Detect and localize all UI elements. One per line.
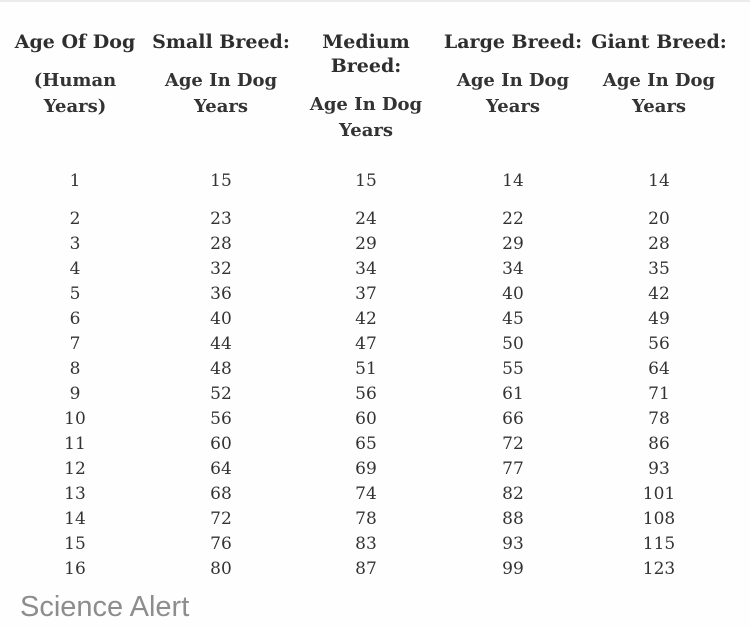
table-cell: 77 xyxy=(502,459,524,479)
column-subtitle-line1: Age In Dog xyxy=(164,70,278,91)
table-cell: 108 xyxy=(642,509,676,529)
table-cell: 68 xyxy=(210,484,232,504)
table-row xyxy=(0,507,750,532)
table-cell: 78 xyxy=(648,409,670,429)
table-cell: 55 xyxy=(502,359,524,379)
table-cell: 13 xyxy=(64,484,86,504)
table-cell: 76 xyxy=(210,534,232,554)
table-cell: 42 xyxy=(648,284,670,304)
table-cell: 12 xyxy=(64,459,86,479)
table-cell: 69 xyxy=(355,459,377,479)
table-cell: 11 xyxy=(64,434,86,454)
column-header-giant-breed xyxy=(586,30,732,144)
table-cell: 64 xyxy=(648,359,670,379)
table-cell: 99 xyxy=(502,559,524,579)
column-header-small-breed xyxy=(150,30,292,144)
table-row xyxy=(0,457,750,482)
column-subtitle-line1: Age In Dog xyxy=(602,70,716,91)
table-cell: 61 xyxy=(502,384,524,404)
table-cell: 48 xyxy=(210,359,232,379)
column-subtitle-line2: Years xyxy=(193,96,249,117)
table-cell: 64 xyxy=(210,459,232,479)
table-cell: 2 xyxy=(69,209,81,229)
table-cell: 88 xyxy=(502,509,524,529)
table-cell: 6 xyxy=(69,309,81,329)
column-title: Small Breed: xyxy=(152,31,290,53)
table-cell: 14 xyxy=(64,509,86,529)
table-cell: 40 xyxy=(502,284,524,304)
column-title: Age Of Dog xyxy=(14,31,136,53)
table-cell: 115 xyxy=(642,534,676,554)
table-row xyxy=(0,357,750,382)
table-header-row xyxy=(0,30,750,144)
table-cell: 56 xyxy=(355,384,377,404)
table-cell: 32 xyxy=(210,259,232,279)
table-cell: 51 xyxy=(355,359,377,379)
column-subtitle-line2: Years xyxy=(631,96,687,117)
table-row xyxy=(0,532,750,557)
column-header-medium-breed xyxy=(292,30,440,144)
table-row xyxy=(0,482,750,507)
table-row xyxy=(0,382,750,407)
table-cell: 82 xyxy=(502,484,524,504)
table-cell: 14 xyxy=(648,171,670,191)
table-cell: 29 xyxy=(355,234,377,254)
table-cell: 36 xyxy=(210,284,232,304)
table-cell: 123 xyxy=(642,559,676,579)
table-cell: 15 xyxy=(64,534,86,554)
column-subtitle-line1: (Human xyxy=(33,70,117,91)
table-cell: 29 xyxy=(502,234,524,254)
table-cell: 86 xyxy=(648,434,670,454)
table-row xyxy=(0,282,750,307)
table-cell: 60 xyxy=(355,409,377,429)
table-cell: 10 xyxy=(64,409,86,429)
table-cell: 42 xyxy=(355,309,377,329)
table-cell: 23 xyxy=(210,209,232,229)
table-cell: 50 xyxy=(502,334,524,354)
table-row xyxy=(0,407,750,432)
table-cell: 8 xyxy=(69,359,81,379)
column-header-age-of-dog xyxy=(0,30,150,144)
table-cell: 20 xyxy=(648,209,670,229)
table-cell: 80 xyxy=(210,559,232,579)
table-cell: 93 xyxy=(648,459,670,479)
column-subtitle-line2: Years xyxy=(485,96,541,117)
table-cell: 78 xyxy=(355,509,377,529)
table-row xyxy=(0,169,750,194)
table-cell: 1 xyxy=(69,171,81,191)
table-cell: 5 xyxy=(69,284,81,304)
table-cell: 47 xyxy=(355,334,377,354)
table-body xyxy=(0,169,750,582)
table-cell: 45 xyxy=(502,309,524,329)
table-row xyxy=(0,557,750,582)
table-cell: 16 xyxy=(64,559,86,579)
column-subtitle-line1: Age In Dog xyxy=(309,94,423,115)
table-cell: 65 xyxy=(355,434,377,454)
table-cell: 56 xyxy=(648,334,670,354)
column-subtitle-line2: Years xyxy=(338,120,394,141)
table-cell: 15 xyxy=(210,171,232,191)
table-row xyxy=(0,307,750,332)
table-cell: 56 xyxy=(210,409,232,429)
table-cell: 60 xyxy=(210,434,232,454)
table-cell: 14 xyxy=(502,171,524,191)
source-attribution: Science Alert xyxy=(20,591,190,623)
table-cell: 37 xyxy=(355,284,377,304)
table-cell: 72 xyxy=(502,434,524,454)
column-subtitle-line2: Years) xyxy=(43,96,107,117)
table-cell: 83 xyxy=(355,534,377,554)
table-cell: 72 xyxy=(210,509,232,529)
table-cell: 9 xyxy=(69,384,81,404)
table-cell: 3 xyxy=(69,234,81,254)
table-row xyxy=(0,232,750,257)
table-cell: 87 xyxy=(355,559,377,579)
table-cell: 7 xyxy=(69,334,81,354)
table-cell: 28 xyxy=(210,234,232,254)
table-cell: 22 xyxy=(502,209,524,229)
table-cell: 24 xyxy=(355,209,377,229)
table-row xyxy=(0,257,750,282)
table-cell: 66 xyxy=(502,409,524,429)
column-title: Large Breed: xyxy=(443,31,583,53)
column-header-large-breed xyxy=(440,30,586,144)
table-cell: 101 xyxy=(642,484,676,504)
table-row xyxy=(0,207,750,232)
table-cell: 35 xyxy=(648,259,670,279)
table-cell: 28 xyxy=(648,234,670,254)
table-cell: 40 xyxy=(210,309,232,329)
table-cell: 4 xyxy=(69,259,81,279)
column-subtitle-line1: Age In Dog xyxy=(456,70,570,91)
table-cell: 34 xyxy=(502,259,524,279)
column-title: Medium Breed: xyxy=(322,31,410,77)
table-cell: 34 xyxy=(355,259,377,279)
table-cell: 49 xyxy=(648,309,670,329)
table-cell: 52 xyxy=(210,384,232,404)
table-cell: 71 xyxy=(648,384,670,404)
table-cell: 15 xyxy=(355,171,377,191)
table-cell: 93 xyxy=(502,534,524,554)
table-row xyxy=(0,332,750,357)
table-cell: 44 xyxy=(210,334,232,354)
column-title: Giant Breed: xyxy=(591,31,727,53)
table-row xyxy=(0,432,750,457)
table-cell: 74 xyxy=(355,484,377,504)
